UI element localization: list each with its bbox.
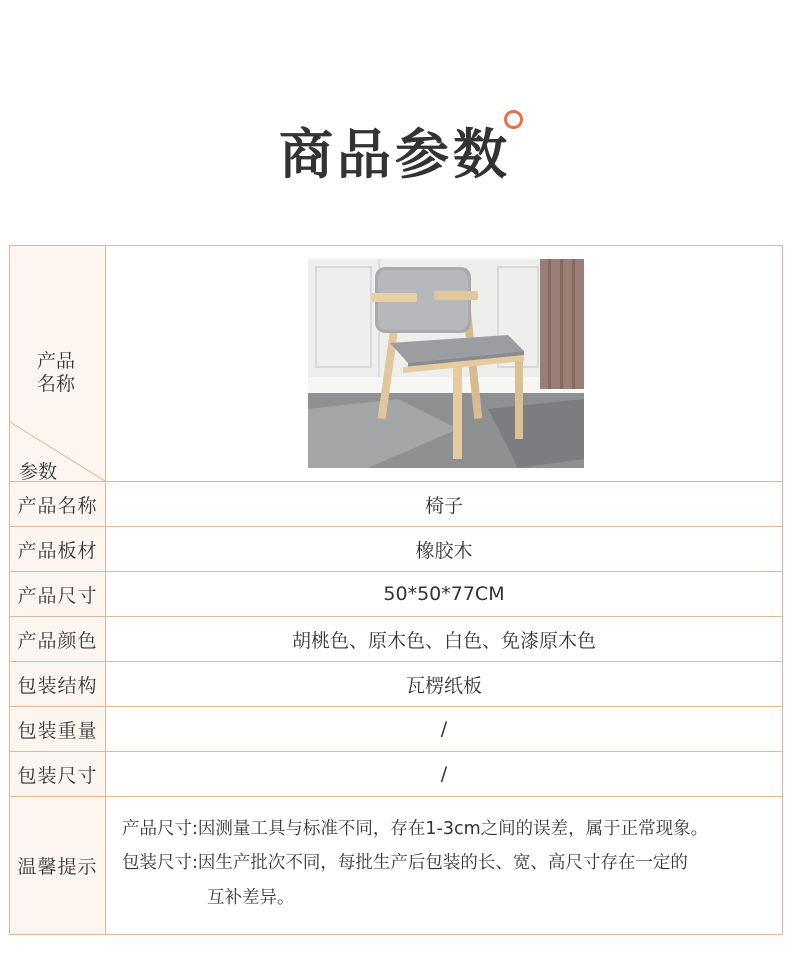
row-label-material: 产品板材 <box>17 539 98 562</box>
row-label-package-structure: 包装结构 <box>17 674 98 697</box>
row-value-product-size: 50*50*77CM <box>383 583 505 605</box>
row-value-material: 橡胶木 <box>415 539 473 562</box>
corner-header-cell <box>10 246 106 482</box>
tip-line-package-size: 包装尺寸:因生产批次不同，每批生产后包装的长、宽、高尺寸存在一定的 <box>122 853 688 873</box>
row-value-package-structure: 瓦楞纸板 <box>405 674 482 697</box>
row-value-package-size: / <box>440 763 448 785</box>
parameter-table <box>9 245 783 935</box>
tip-line-continuation: 互补差异。 <box>207 888 295 908</box>
page-title: 商品参数 <box>279 123 511 186</box>
row-label-package-size: 包装尺寸 <box>17 764 98 787</box>
row-label-tips: 温馨提示 <box>17 856 98 878</box>
row-value-product-color: 胡桃色、原木色、白色、免漆原木色 <box>291 629 596 652</box>
corner-product-name-label: 产品 名称 <box>36 350 75 395</box>
row-label-product-size: 产品尺寸 <box>17 584 98 607</box>
tips-content-cell <box>106 797 783 935</box>
title-circle-decoration <box>504 110 523 129</box>
row-label-package-weight: 包装重量 <box>17 719 98 742</box>
corner-parameter-label: 参数 <box>19 461 58 483</box>
row-value-package-weight: / <box>440 718 448 740</box>
tip-line-product-size: 产品尺寸:因测量工具与标准不同，存在1-3cm之间的误差，属于正常现象。 <box>122 819 709 839</box>
product-photo-cell <box>106 246 783 482</box>
row-label-product-name: 产品名称 <box>17 494 98 517</box>
row-value-product-name: 椅子 <box>424 494 463 517</box>
row-label-product-color: 产品颜色 <box>17 629 98 652</box>
product-photo <box>308 259 584 468</box>
